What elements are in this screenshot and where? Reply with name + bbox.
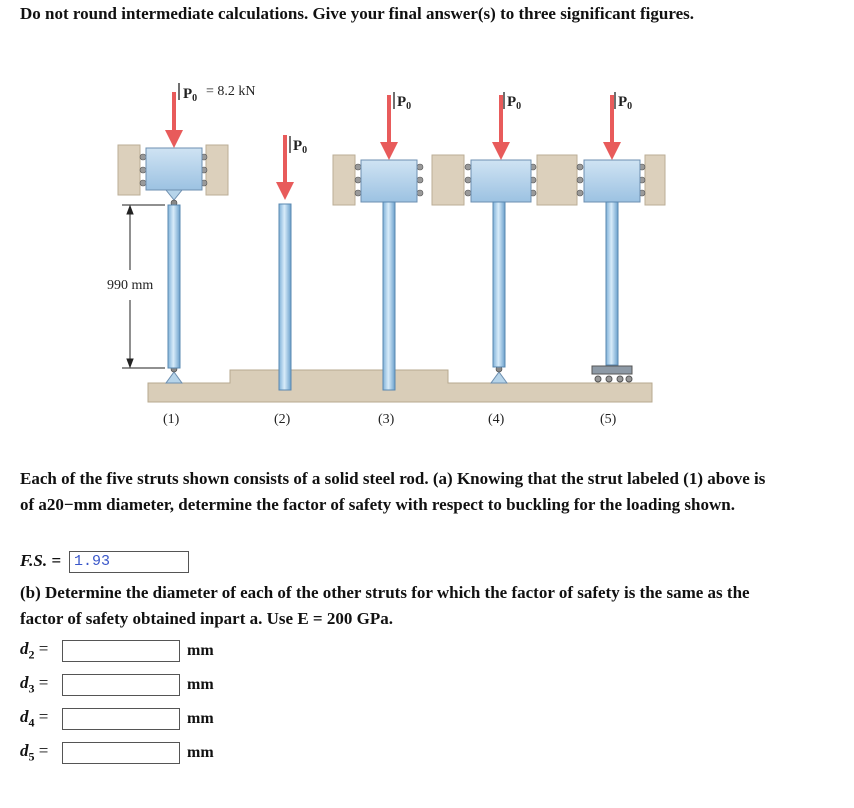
d2-input[interactable] — [62, 640, 180, 662]
d2-label: $d_2$ = — [20, 639, 49, 662]
load-value: = 8.2 kN — [206, 84, 256, 99]
pin-supports — [166, 190, 507, 383]
d4-unit: mm — [187, 710, 214, 727]
fs-answer-input[interactable]: 1.93 — [69, 551, 189, 573]
strut-rods — [168, 202, 618, 390]
load-labels — [179, 83, 632, 156]
d5-input[interactable] — [62, 742, 180, 764]
d3-unit: mm — [187, 676, 214, 693]
d5-unit: mm — [187, 744, 214, 761]
instruction-text: Do not round intermediate calculations. Give your final answer(s) to three significant figures. — [20, 4, 694, 23]
load-label-5: $P_0$ — [618, 94, 633, 112]
load-label-3: $P_0$ — [397, 94, 412, 112]
fs-label: F.S. = — [20, 551, 62, 570]
strut-label-2: (2) — [274, 412, 291, 427]
d4-input[interactable] — [62, 708, 180, 730]
d5-label: $d_5$ = — [20, 741, 49, 764]
load-label-2: $P_0$ — [293, 138, 308, 156]
part-a-text: Each of the five struts shown consists of a solid steel rod. (a) Knowing that the strut labeled (1) above is of a20−mm diameter, determine the factor of safety with respect to buckling for the loading shown. — [20, 469, 766, 514]
strut-label-3: (3) — [378, 412, 395, 427]
d3-label: $d_3$ = — [20, 673, 49, 696]
load-label-4: $P_0$ — [507, 94, 522, 112]
part-b-text: (b) Determine the diameter of each of the other struts for which the factor of safety is the same as the factor of safety obtained inpart a. Use E = 200 GPa. — [20, 583, 750, 628]
d3-input[interactable] — [62, 674, 180, 696]
d2-unit: mm — [187, 642, 214, 659]
ground — [148, 370, 652, 402]
length-label: 990 mm — [107, 278, 154, 293]
load-label-1: $P_0$ — [183, 86, 198, 104]
pins — [171, 200, 502, 372]
fixed-base — [592, 366, 632, 382]
strut-label-1: (1) — [163, 412, 180, 427]
strut-label-4: (4) — [488, 412, 505, 427]
strut-label-5: (5) — [600, 412, 617, 427]
d4-label: $d_4$ = — [20, 707, 49, 730]
